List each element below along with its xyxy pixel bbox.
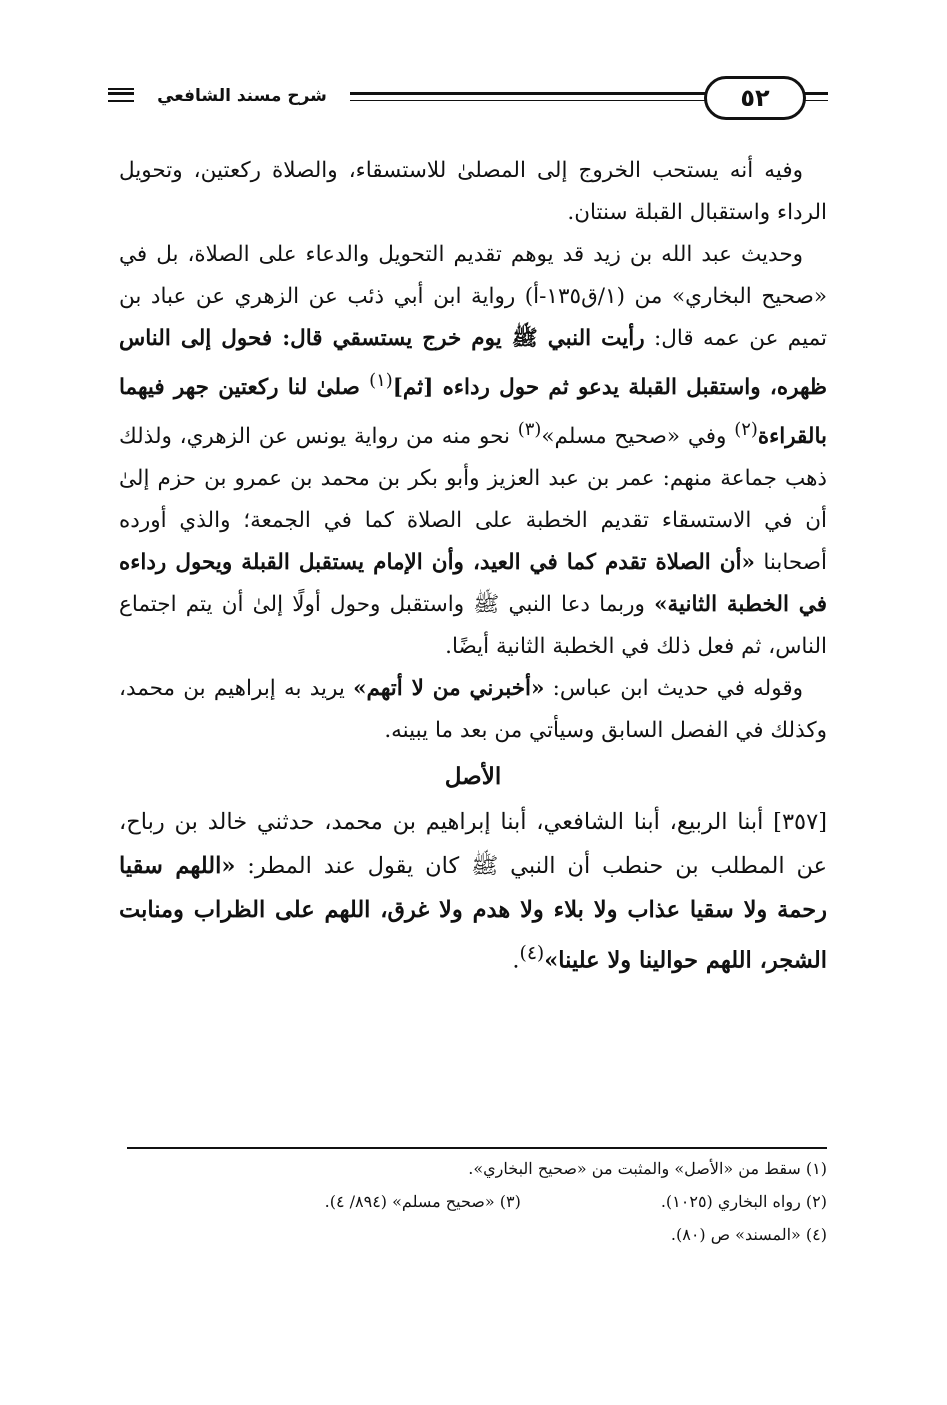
paragraph-2-text-d: وفي «صحيح مسلم»	[541, 424, 735, 450]
paragraph-2-text-g: وربما دعا النبي ﷺ واستقبل وحول أولًا إلىٰ أن يتم اجتماع الناس، ثم فعل ذلك في الخطبة الثانية أيضًا.	[119, 592, 827, 660]
paragraph-3-text-c: يريد به إبراهيم بن محمد، وكذلك في الفصل السابق وسيأتي من بعد ما يبينه.	[119, 676, 827, 744]
paragraph-2-text-a: وحديث عبد الله بن زيد قد يوهم تقديم التحويل والدعاء على الصلاة، بل في «صحيح البخاري» من (١/ق١٣٥-أ) رواية ابن أبي ذئب عن الزهري عن عباد بن تميم عن عمه قال:	[119, 242, 827, 351]
paragraph-3-text-a: وقوله في حديث ابن عباس:	[544, 676, 803, 702]
footnote-row-3	[127, 1218, 827, 1251]
asl-paragraph	[119, 800, 827, 983]
asl-matn: «اللهم سقيا رحمة ولا سقيا عذاب ولا بلاء ولا هدم ولا غرق، اللهم على الظراب ومنابت الشجر، اللهم حوالينا ولا علينا»	[119, 853, 827, 974]
page-number: ٥٢	[704, 76, 806, 120]
footnote-ref-3[interactable]: (٣)	[517, 419, 542, 441]
footnote-2: (٢) رواه البخاري (١٠٢٥).	[660, 1192, 827, 1211]
footnote-ref-4[interactable]: (٤)	[519, 943, 545, 965]
paragraph-2-text-e: نحو منه من رواية يونس عن الزهري، ولذلك ذهب جماعة منهم: عمر بن عبد العزيز وأبو بكر بن محمد بن عمرو بن حزم إلىٰ أن في الاستسقاء تقديم الخطبة على الصلاة كما في الجمعة؛ والذي أورده أصحابنا	[119, 424, 827, 576]
running-title: شرح مسند الشافعي	[134, 84, 350, 108]
paragraph-1-text: وفيه أنه يستحب الخروج إلى المصلىٰ للاستسقاء، والصلاة ركعتين، وتحويل الرداء واستقبال القبلة سنتان.	[119, 158, 827, 225]
quote-ashab: «أن الصلاة تقدم كما في العيد، وأن الإمام يستقبل القبلة ويحول رداءه في الخطبة الثانية»	[119, 550, 827, 618]
asl-end: .	[512, 947, 520, 974]
footnote-3: (٣) «صحيح مسلم» (٨٩٤/ ٤).	[324, 1192, 521, 1211]
quote-ibn-abbas: «أخبرني من لا أتهم»	[353, 676, 545, 702]
footnote-ref-1[interactable]: (١)	[369, 370, 393, 391]
main-text	[119, 150, 827, 983]
footnote-row-2	[127, 1185, 827, 1218]
asl-isnad: أبنا الربيع، أبنا الشافعي، أبنا إبراهيم بن محمد، حدثني خالد بن رباح، عن المطلب بن حنطب أن النبي ﷺ كان يقول عند المطر:	[119, 809, 827, 880]
footnote-separator	[127, 1147, 827, 1149]
paragraph-1	[119, 150, 827, 234]
footnotes	[127, 1152, 827, 1251]
paragraph-2	[119, 234, 827, 668]
page-header	[108, 78, 828, 130]
footnote-row-1	[127, 1152, 827, 1185]
hadith-quote-1-cont: صلىٰ لنا ركعتين جهر فيهما بالقراءة	[119, 375, 828, 450]
footnote-1: (١) سقط من «الأصل» والمثبت من «صحيح البخاري».	[468, 1159, 827, 1178]
footnote-4: (٤) «المسند» ص (٨٠).	[670, 1225, 827, 1244]
hadith-number: [٣٥٧]	[773, 809, 827, 836]
paragraph-3	[119, 668, 827, 752]
footnote-ref-2[interactable]: (٢)	[734, 419, 758, 441]
section-heading: الأصل	[444, 763, 502, 791]
hadith-quote-1: رأيت النبي ﷺ يوم خرج يستسقي قال: فحول إلى الناس ظهره، واستقبل القبلة يدعو ثم حول رداءه [ثم]	[119, 326, 827, 401]
